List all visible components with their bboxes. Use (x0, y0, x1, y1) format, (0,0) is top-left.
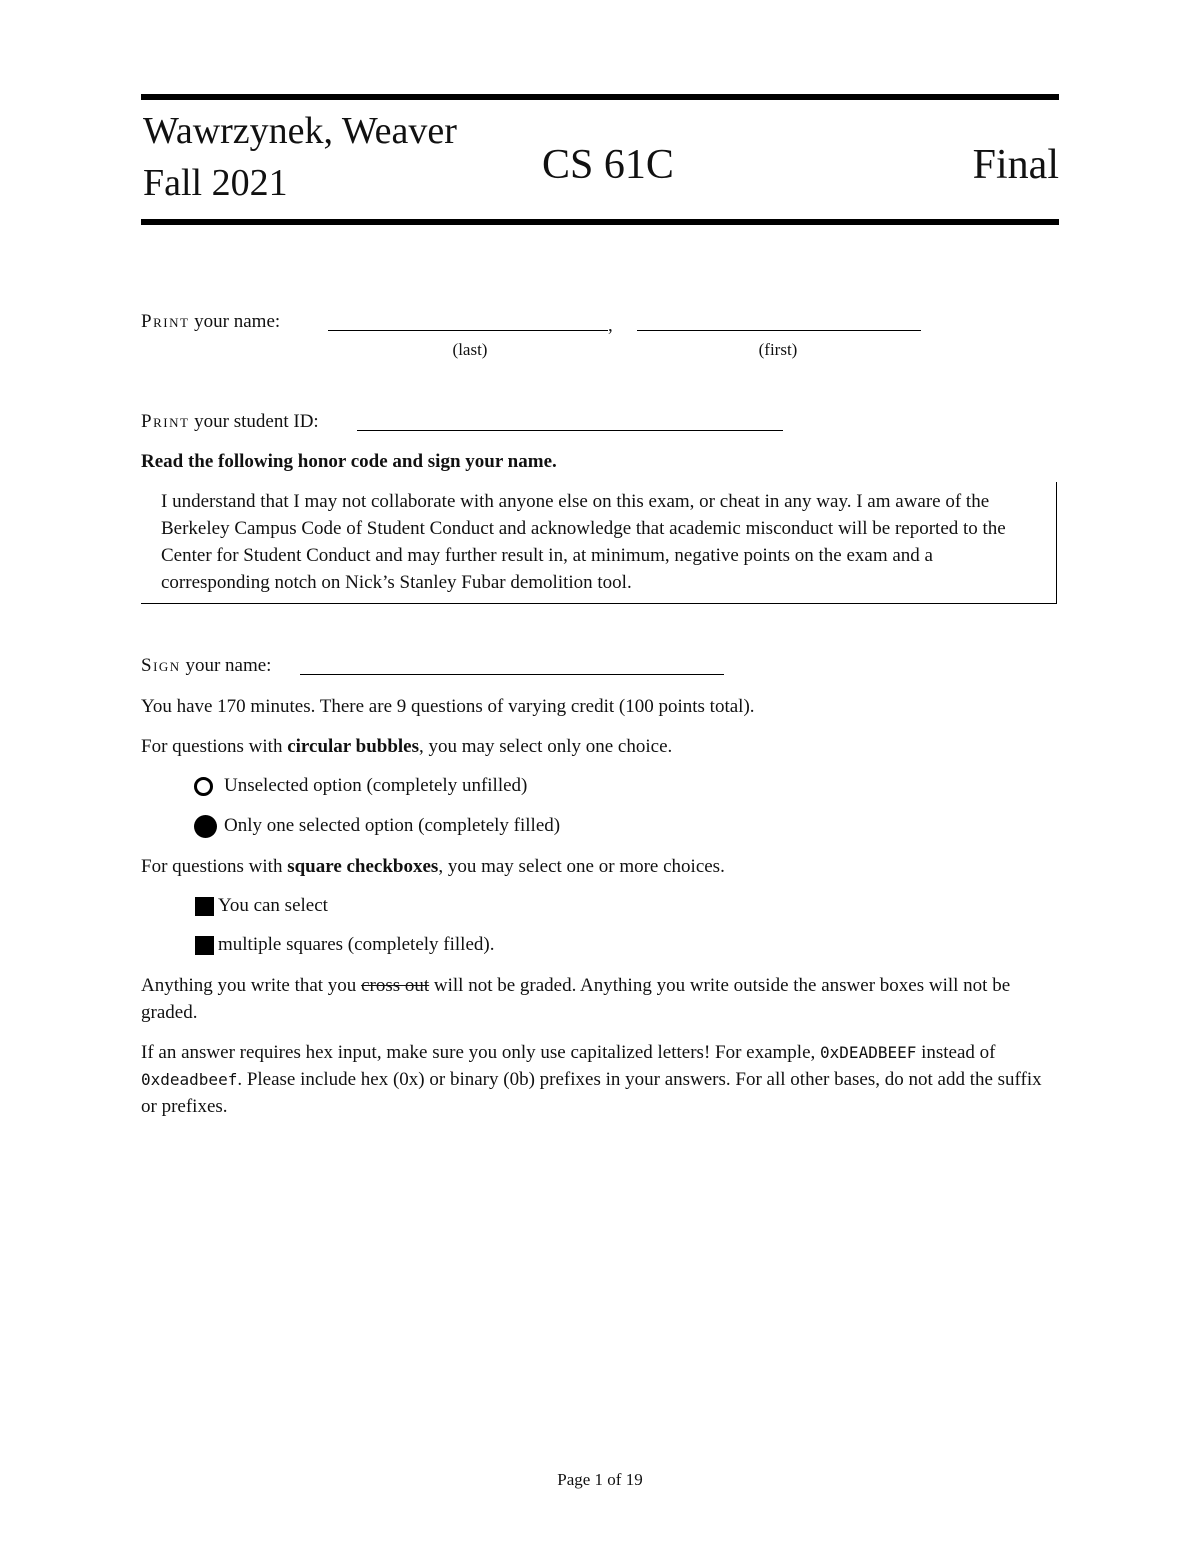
name-label (141, 309, 280, 335)
hex-instructions: If an answer requires hex input, make sure you only use capitalized letters! For example, 0xDEADBEEF instead of 0xdeadbeef. Please include hex (0x) or binary (0b) prefixes in your answers. For all other bases, do not add the suffix or prefixes. (141, 1042, 1042, 1117)
student-id-label-print: Print (141, 411, 190, 432)
time-instructions: You have 170 minutes. There are 9 questions of varying credit (100 points total). (141, 696, 755, 717)
filled-checkbox-icon-2 (195, 936, 214, 955)
page-number: Page 1 of 19 (557, 1470, 643, 1489)
honor-code-text: I understand that I may not collaborate with anyone else on this exam, or cheat in any way. I am aware of the Berkeley Campus Code of Student Conduct and acknowledge that academic misconduct will be reported to the Center for Student Conduct and may further result in, at minimum, negative points on the exam and a corresponding notch on Nick’s Stanley Fubar demolition tool. (161, 491, 1006, 593)
name-label-rest: your name: (189, 311, 281, 332)
sign-name-label-rest: your name: (180, 655, 272, 676)
header-course: CS 61C (542, 142, 674, 188)
selected-bubble-label: Only one selected option (completely filled) (224, 815, 561, 836)
bubble-instructions: For questions with circular bubbles, you may select only one choice. (141, 736, 673, 757)
first-name-field[interactable] (637, 330, 921, 331)
last-name-caption: (last) (452, 340, 488, 359)
student-id-label-rest: your student ID: (189, 411, 319, 432)
header-instructors: Wawrzynek, Weaver (143, 110, 457, 152)
bubble-emphasis: circular bubbles (287, 736, 419, 757)
cross-out-instructions: Anything you write that you cross out will not be graded. Anything you write outside the answer boxes will not be graded. (141, 975, 1011, 1023)
filled-checkbox-icon (195, 897, 214, 916)
header-exam-title: Final (972, 142, 1059, 188)
last-name-field[interactable] (328, 330, 608, 331)
sign-name-label (141, 653, 271, 679)
signature-field[interactable] (300, 674, 724, 675)
header-top-rule (141, 94, 1059, 100)
header-term: Fall 2021 (143, 162, 288, 204)
first-name-caption: (first) (758, 340, 798, 359)
crossed-out-example: cross out (361, 975, 430, 996)
hex-example-uppercase: 0xDEADBEEF (820, 1043, 917, 1062)
name-comma: , (608, 315, 613, 336)
header-bottom-rule (141, 219, 1059, 225)
hex-example-lowercase: 0xdeadbeef (141, 1070, 238, 1089)
name-label-print: Print (141, 311, 190, 332)
unselected-bubble-icon (194, 777, 213, 796)
selected-bubble-icon (194, 815, 217, 838)
checkbox-emphasis: square checkboxes (287, 856, 439, 877)
honor-code-heading: Read the following honor code and sign your name. (141, 451, 557, 472)
checkbox-instructions: For questions with square checkboxes, you may select one or more choices. (141, 856, 725, 877)
sign-name-label-sign: Sign (141, 655, 181, 676)
student-id-label (141, 409, 319, 435)
unselected-bubble-label: Unselected option (completely unfilled) (224, 775, 528, 796)
checkbox-example-1: You can select (218, 895, 328, 916)
checkbox-example-2: multiple squares (completely filled). (218, 934, 495, 955)
student-id-field[interactable] (357, 430, 783, 431)
